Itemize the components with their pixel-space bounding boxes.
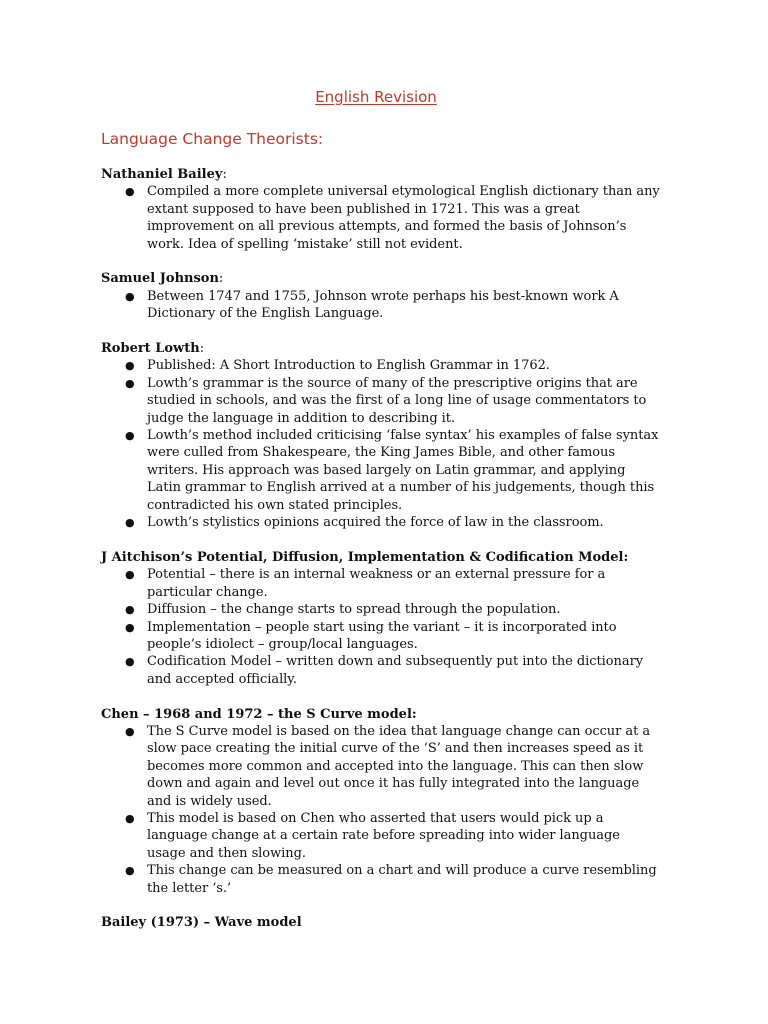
- bullet-list: [101, 566, 661, 688]
- theorist-block-lowth: [101, 340, 661, 531]
- list-item: ● This model is based on Chen who asserted that users would pick up a language change at a certain rate before spreading into wider language usage and then slowing.: [125, 810, 620, 861]
- theorist-block-bailey-wave: [101, 914, 661, 931]
- list-item: ● Potential – there is an internal weakness or an external pressure for a particular change.: [125, 567, 606, 600]
- list-item: ● Implementation – people start using the variant – it is incorporated into people’s idiolect – group/local languages.: [125, 619, 617, 652]
- bullet-icon: ●: [125, 568, 135, 582]
- list-item: ● Codification Model – written down and subsequently put into the dictionary and accepted officially.: [125, 654, 644, 687]
- bullet-icon: ●: [125, 376, 135, 390]
- theorist-block-aitchison: [101, 549, 661, 688]
- bullet-icon: ●: [125, 620, 135, 634]
- theorist-name: Robert Lowth:: [101, 341, 205, 357]
- bullet-icon: ●: [125, 603, 135, 617]
- list-item: ● Diffusion – the change starts to spread through the population.: [125, 602, 561, 618]
- theorist-name: Bailey (1973) – Wave model: [101, 915, 302, 931]
- list-item: ● Lowth’s method included criticising ‘false syntax’ his examples of false syntax were culled from Shakespeare, the King James Bible, and other famous writers. His approach was based largely on Latin grammar, and applying Latin grammar to English arrived at a number of his judgements, though this contradicted his own stated principles.: [125, 428, 659, 513]
- bullet-list: [101, 357, 661, 531]
- bullet-icon: ●: [125, 429, 135, 443]
- list-item: ● The S Curve model is based on the idea that language change can occur at a slow pace creating the initial curve of the ‘S’ and then increases speed as it becomes more common and accepted into the language. This can then slow down and again and level out once it has fully integrated into the language and is widely used.: [125, 723, 651, 809]
- theorist-name: Samuel Johnson:: [101, 271, 224, 287]
- list-item: ● Lowth’s grammar is the source of many of the prescriptive origins that are studied in schools, and was the first of a long line of usage commentators to judge the language in addition to describing it.: [125, 375, 647, 426]
- theorist-name: Chen – 1968 and 1972 – the S Curve model:: [101, 706, 417, 722]
- list-item: ● Compiled a more complete universal etymological English dictionary than any extant supposed to have been published in 1721. This was a great improvement on all previous attempts, and formed the basis of Johnson’s work. Idea of spelling ‘mistake’ still not evident.: [125, 184, 660, 252]
- section-heading: Language Change Theorists:: [101, 130, 324, 148]
- bullet-icon: ●: [125, 185, 135, 199]
- theorist-name: J Aitchison’s Potential, Diffusion, Implementation & Codification Model:: [101, 549, 629, 565]
- bullet-icon: ●: [125, 864, 135, 878]
- bullet-icon: ●: [125, 811, 135, 825]
- document-title: English Revision: [315, 88, 437, 106]
- theorist-name: Nathaniel Bailey:: [101, 167, 227, 182]
- theorist-block-johnson: [101, 270, 661, 322]
- bullet-list: [101, 723, 661, 897]
- list-item: ● This change can be measured on a chart and will produce a curve resembling the letter ‘s.’: [125, 863, 657, 896]
- bullet-icon: ●: [125, 724, 135, 738]
- list-item: ● Between 1747 and 1755, Johnson wrote perhaps his best-known work A Dictionary of the English Language.: [125, 288, 619, 322]
- list-item: ● Lowth’s stylistics opinions acquired the force of law in the classroom.: [125, 515, 604, 531]
- bullet-icon: ●: [125, 359, 135, 373]
- list-item: ● Published: A Short Introduction to English Grammar in 1762.: [125, 358, 550, 374]
- bullet-icon: ●: [125, 289, 135, 303]
- bullet-list: [101, 288, 661, 323]
- bullet-icon: ●: [125, 655, 135, 669]
- document-body: [101, 166, 661, 949]
- bullet-list: [101, 183, 661, 253]
- theorist-block-bailey: [101, 166, 661, 253]
- bullet-icon: ●: [125, 516, 135, 530]
- theorist-block-chen: [101, 706, 661, 897]
